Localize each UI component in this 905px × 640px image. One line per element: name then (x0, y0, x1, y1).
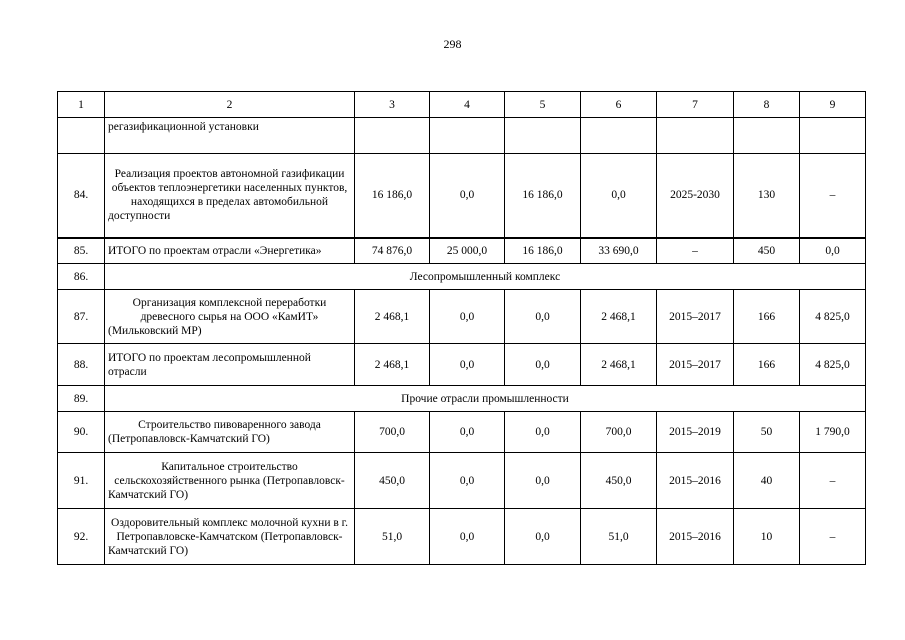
row-description: Реализация проектов автономной газификации объектов теплоэнергетики населенных пунктов, находящихся в пределах автомобильной доступности (105, 154, 355, 238)
row-cell: 0,0 (430, 509, 505, 565)
row-cell (505, 118, 581, 154)
row-cell: 50 (734, 412, 800, 453)
section-row (58, 386, 866, 412)
row-number: 84. (58, 154, 105, 238)
row-cell (800, 118, 866, 154)
row-cell: 74 876,0 (355, 238, 430, 264)
header-cell: 7 (657, 92, 734, 118)
header-cell: 1 (58, 92, 105, 118)
row-cell: 16 186,0 (505, 154, 581, 238)
row-cell: 2 468,1 (581, 344, 657, 386)
row-cell: 450,0 (581, 453, 657, 509)
row-description: регазификационной установки (105, 118, 355, 154)
row-cell: 0,0 (505, 509, 581, 565)
row-cell: 16 186,0 (505, 238, 581, 264)
header-cell: 9 (800, 92, 866, 118)
row-cell: 166 (734, 290, 800, 344)
row-cell: 4 825,0 (800, 290, 866, 344)
row-description: Строительство пивоваренного завода (Петропавловск-Камчатский ГО) (105, 412, 355, 453)
row-cell: 4 825,0 (800, 344, 866, 386)
table-row (58, 412, 866, 453)
row-cell: – (800, 154, 866, 238)
row-cell: 2015–2016 (657, 509, 734, 565)
row-cell: 2015–2016 (657, 453, 734, 509)
row-cell: 166 (734, 344, 800, 386)
row-cell: 2 468,1 (355, 290, 430, 344)
page-number: 298 (443, 37, 462, 51)
row-cell: 2 468,1 (355, 344, 430, 386)
header-cell: 2 (105, 92, 355, 118)
row-cell: – (800, 453, 866, 509)
row-description: Капитальное строительство сельскохозяйственного рынка (Петропавловск-Камчатский ГО) (105, 453, 355, 509)
row-cell: 40 (734, 453, 800, 509)
row-cell: 0,0 (505, 453, 581, 509)
row-number: 88. (58, 344, 105, 386)
row-cell: 130 (734, 154, 800, 238)
projects-table (57, 91, 866, 565)
row-cell: 700,0 (355, 412, 430, 453)
table-row (58, 344, 866, 386)
row-number: 91. (58, 453, 105, 509)
row-description: ИТОГО по проектам лесопромышленной отрасли (105, 344, 355, 386)
row-cell: 0,0 (505, 290, 581, 344)
row-cell: 1 790,0 (800, 412, 866, 453)
row-cell: 0,0 (430, 453, 505, 509)
header-row (58, 92, 866, 118)
row-cell: 33 690,0 (581, 238, 657, 264)
header-cell: 5 (505, 92, 581, 118)
table-row (58, 154, 866, 238)
row-cell: 25 000,0 (430, 238, 505, 264)
row-cell: 0,0 (505, 412, 581, 453)
row-cell: 51,0 (581, 509, 657, 565)
row-cell: 2015–2017 (657, 344, 734, 386)
section-title: Прочие отрасли промышленности (105, 386, 866, 412)
table-row (58, 118, 866, 154)
section-title: Лесопромышленный комплекс (105, 264, 866, 290)
row-cell: 450 (734, 238, 800, 264)
table-row (58, 509, 866, 565)
row-cell: 2015–2019 (657, 412, 734, 453)
row-number: 89. (58, 386, 105, 412)
table-row (58, 238, 866, 264)
row-number: 90. (58, 412, 105, 453)
row-number: 85. (58, 238, 105, 264)
row-cell: 16 186,0 (355, 154, 430, 238)
row-description: Организация комплексной переработки древесного сырья на ООО «КамИТ» (Мильковский МР) (105, 290, 355, 344)
row-cell: 10 (734, 509, 800, 565)
row-cell: 2025-2030 (657, 154, 734, 238)
row-cell (355, 118, 430, 154)
row-cell: 2 468,1 (581, 290, 657, 344)
header-cell: 4 (430, 92, 505, 118)
row-cell (430, 118, 505, 154)
row-cell: 0,0 (430, 154, 505, 238)
row-number: 86. (58, 264, 105, 290)
row-number: 87. (58, 290, 105, 344)
row-cell: – (800, 509, 866, 565)
row-cell: 0,0 (430, 412, 505, 453)
row-cell: 2015–2017 (657, 290, 734, 344)
header-cell: 6 (581, 92, 657, 118)
table-row (58, 290, 866, 344)
row-description: ИТОГО по проектам отрасли «Энергетика» (105, 238, 355, 264)
row-cell: 0,0 (800, 238, 866, 264)
section-row (58, 264, 866, 290)
row-cell: 0,0 (581, 154, 657, 238)
row-cell: 0,0 (505, 344, 581, 386)
row-cell (657, 118, 734, 154)
row-cell: 450,0 (355, 453, 430, 509)
table-row (58, 453, 866, 509)
row-cell (581, 118, 657, 154)
row-cell: – (657, 238, 734, 264)
header-cell: 3 (355, 92, 430, 118)
row-cell (734, 118, 800, 154)
header-cell: 8 (734, 92, 800, 118)
row-cell: 51,0 (355, 509, 430, 565)
row-cell: 700,0 (581, 412, 657, 453)
row-description: Оздоровительный комплекс молочной кухни в г. Петропавловске-Камчатском (Петропавловск-Камчатский ГО) (105, 509, 355, 565)
row-number (58, 118, 105, 154)
row-number: 92. (58, 509, 105, 565)
row-cell: 0,0 (430, 344, 505, 386)
row-cell: 0,0 (430, 290, 505, 344)
